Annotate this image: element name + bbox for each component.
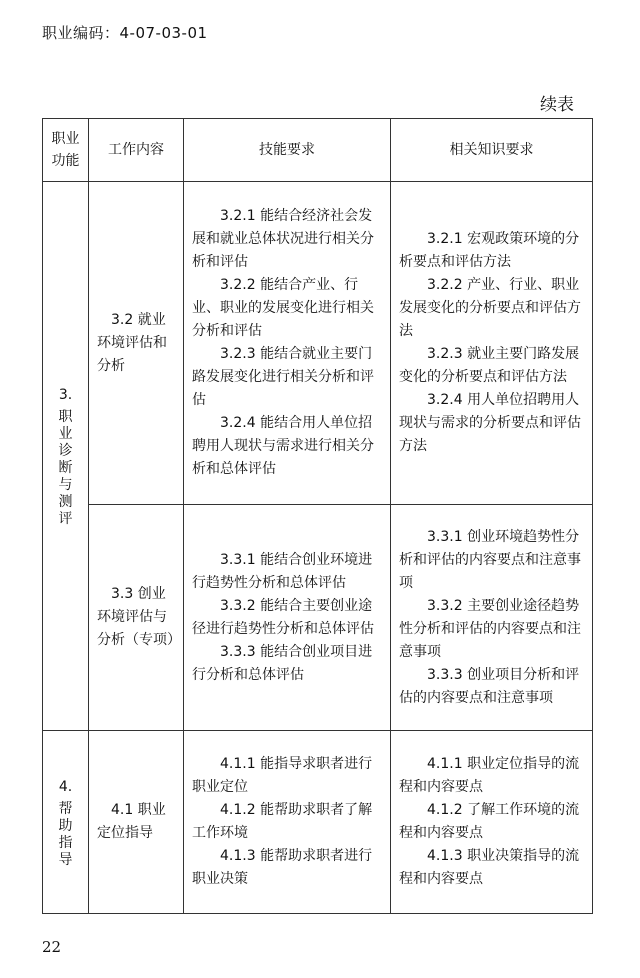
- requirements-table: [42, 118, 593, 914]
- skill-item: 4.1.1 能指导求职者进行职业定位: [192, 756, 373, 795]
- table-row: [43, 731, 593, 914]
- skill-item: 3.2.2 能结合产业、行业、职业的发展变化进行相关分析和评估: [192, 277, 374, 339]
- skill-item: 3.2.3 能结合就业主要门路发展变化进行相关分析和评估: [192, 346, 374, 408]
- knowledge-cell: [391, 505, 593, 731]
- knowledge-item: 4.1.1 职业定位指导的流程和内容要点: [399, 756, 580, 795]
- function-cell-4: [43, 731, 89, 914]
- header-work: 工作内容: [89, 119, 184, 182]
- function-label: 职业诊断与测评: [58, 409, 73, 527]
- work-content: 4.1 职业定位指导: [97, 802, 166, 841]
- skill-item: 4.1.2 能帮助求职者了解工作环境: [192, 802, 373, 841]
- knowledge-item: 3.2.1 宏观政策环境的分析要点和评估方法: [399, 231, 580, 270]
- knowledge-item: 3.3.3 创业项目分析和评估的内容要点和注意事项: [399, 666, 580, 706]
- skill-item: 4.1.3 能帮助求职者进行职业决策: [192, 848, 373, 887]
- page-number: 22: [42, 938, 62, 956]
- continued-label: 续表: [540, 95, 574, 115]
- skill-item: 3.2.4 能结合用人单位招聘用人现状与需求进行相关分析和总体评估: [192, 415, 374, 477]
- knowledge-item: 3.2.2 产业、行业、职业发展变化的分析要点和评估方法: [399, 277, 581, 339]
- skill-item: 3.3.2 能结合主要创业途径进行趋势性分析和总体评估: [192, 597, 374, 637]
- function-label: 帮助指导: [58, 800, 73, 868]
- header-knowledge: 相关知识要求: [391, 119, 593, 182]
- header-function: [43, 119, 89, 182]
- work-content-cell: [89, 505, 184, 731]
- work-content: 3.2 就业环境评估和分析: [97, 311, 167, 374]
- work-content-cell: [89, 182, 184, 505]
- knowledge-item: 3.3.2 主要创业途径趋势性分析和评估的内容要点和注意事项: [399, 597, 581, 660]
- knowledge-cell: [391, 182, 593, 505]
- knowledge-cell: [391, 731, 593, 914]
- function-number: 3.: [58, 387, 73, 403]
- header-function-text: 职业功能: [51, 131, 80, 169]
- knowledge-item: 3.2.4 用人单位招聘用人现状与需求的分析要点和评估方法: [399, 392, 581, 454]
- table-header-row: [43, 119, 593, 182]
- skill-item: 3.2.1 能结合经济社会发展和就业总体状况进行相关分析和评估: [192, 208, 374, 270]
- table-row: [43, 182, 593, 505]
- work-content-cell: [89, 731, 184, 914]
- function-number: 4.: [58, 778, 73, 795]
- header-skills: 技能要求: [184, 119, 391, 182]
- function-cell-3: [43, 182, 89, 731]
- knowledge-item: 4.1.3 职业决策指导的流程和内容要点: [399, 848, 580, 887]
- skills-cell: [184, 505, 391, 731]
- occupation-code: 职业编码：4-07-03-01: [42, 24, 208, 42]
- skills-cell: [184, 182, 391, 505]
- skill-item: 3.3.3 能结合创业项目进行分析和总体评估: [192, 643, 373, 683]
- knowledge-item: 4.1.2 了解工作环境的流程和内容要点: [399, 802, 580, 841]
- knowledge-item: 3.3.1 创业环境趋势性分析和评估的内容要点和注意事项: [399, 528, 581, 591]
- table-row: [43, 505, 593, 731]
- skills-cell: [184, 731, 391, 914]
- work-content: 3.3 创业环境评估与分析（专项）: [97, 586, 181, 648]
- knowledge-item: 3.2.3 就业主要门路发展变化的分析要点和评估方法: [399, 346, 580, 385]
- skill-item: 3.3.1 能结合创业环境进行趋势性分析和总体评估: [192, 551, 373, 591]
